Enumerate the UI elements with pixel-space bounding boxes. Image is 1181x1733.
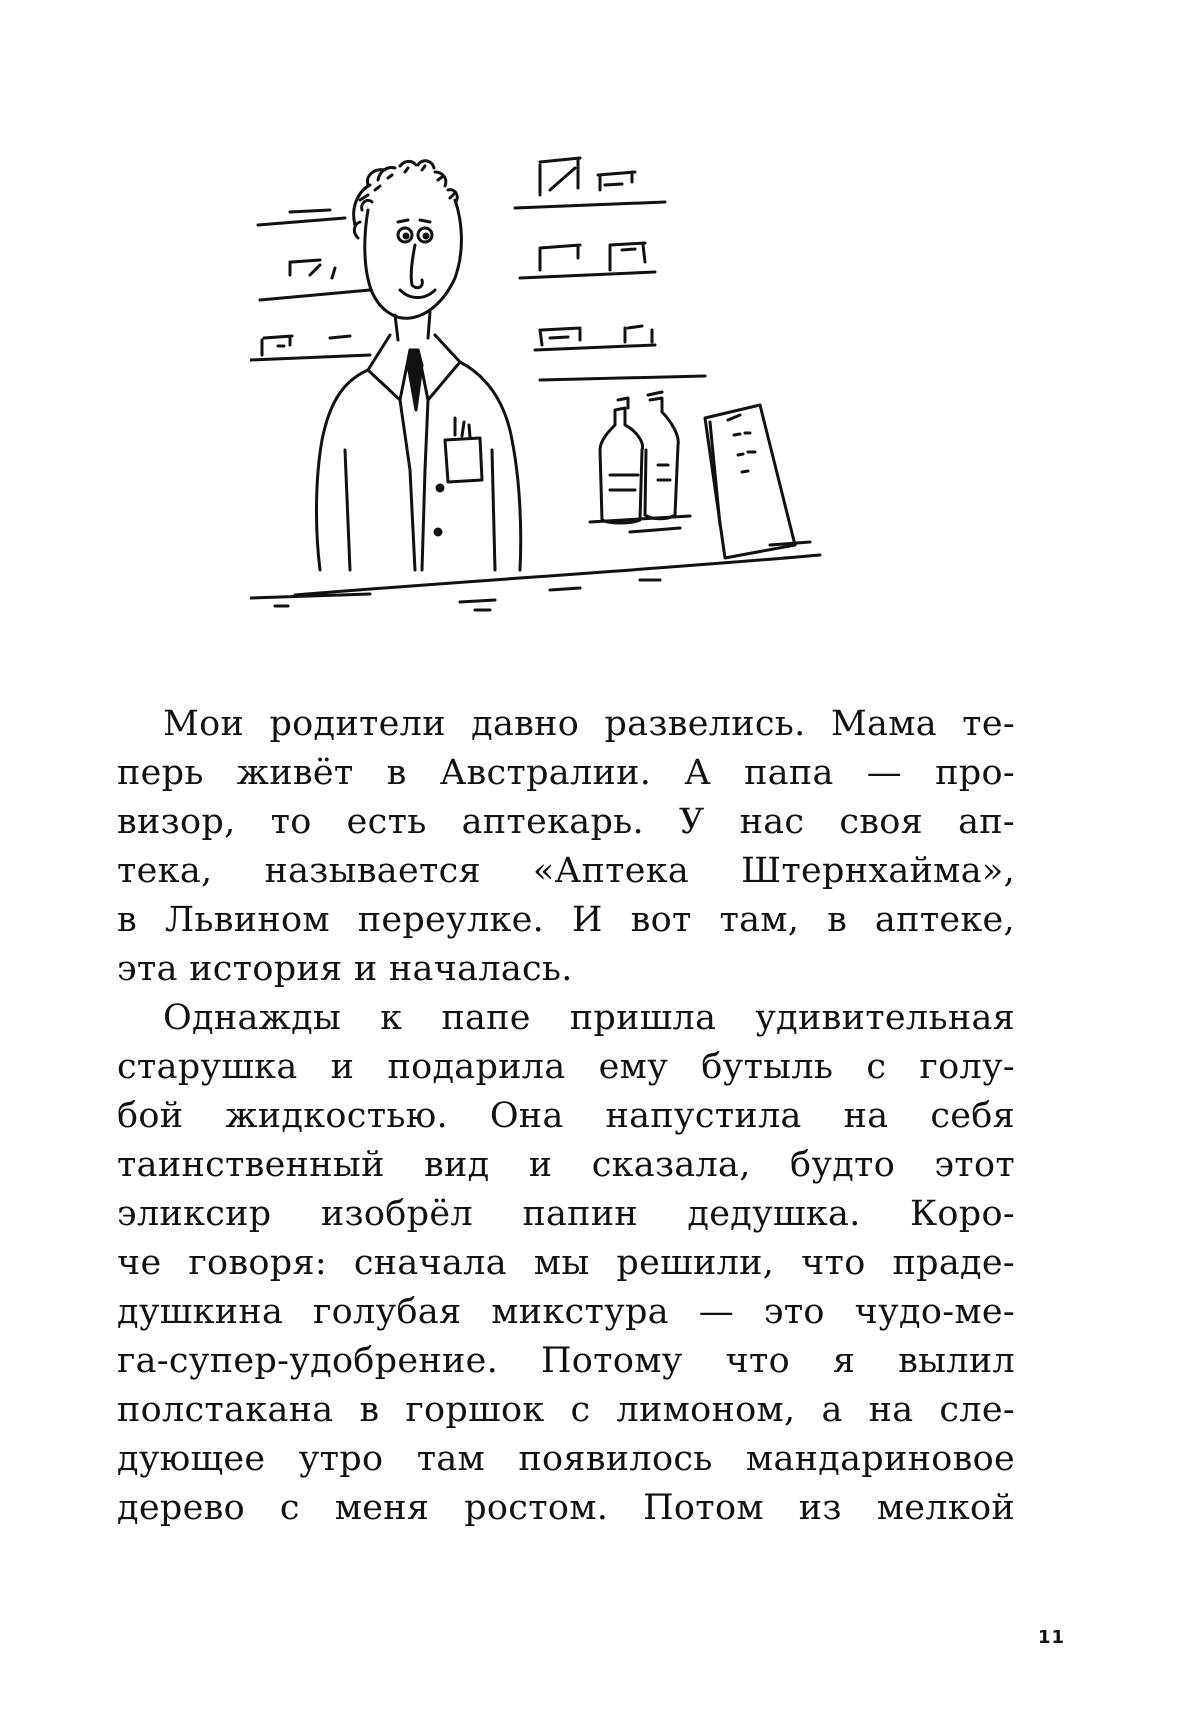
text-line: Мои родители давно развелись. Мама те- xyxy=(163,704,1015,744)
shelf-line xyxy=(535,345,655,350)
pharmacist-illustration xyxy=(250,150,870,680)
shelf-box xyxy=(598,172,635,190)
paragraph-2 xyxy=(117,994,1015,1533)
text-line: визор, то есть аптекарь. У нас своя ап- xyxy=(117,802,1015,842)
bottle-details xyxy=(648,392,670,480)
text-line: перь живёт в Австралии. А папа — про- xyxy=(117,753,1015,793)
shelf-line xyxy=(250,355,370,360)
shelf-line xyxy=(290,210,330,212)
coat-pocket xyxy=(445,438,482,482)
coat-left-side xyxy=(316,370,368,570)
page-number: 11 xyxy=(1038,1627,1066,1648)
shelf-line xyxy=(260,290,370,300)
coat-arms xyxy=(345,450,495,570)
pharmacist-drawing xyxy=(250,150,870,680)
eyebrows xyxy=(398,220,430,222)
text-line: эликсир изобрёл папин дедушка. Коро- xyxy=(117,1194,1015,1234)
shelf-box xyxy=(625,326,652,342)
shelf-line xyxy=(520,272,655,278)
story-text xyxy=(117,700,1015,1533)
text-line: дующее утро там появилось мандариновое xyxy=(117,1439,1015,1479)
nose xyxy=(411,245,422,288)
shelf-box xyxy=(540,328,580,345)
counter-lines xyxy=(250,580,660,610)
text-line: тека, называется «Аптека Штернхайма», xyxy=(117,851,1015,891)
bottle-icon xyxy=(645,398,678,519)
right-pupil xyxy=(424,234,428,238)
price-sign-text xyxy=(734,433,755,472)
coat-front xyxy=(400,400,428,570)
text-line: Однажды к папе пришла удивительная xyxy=(163,998,1015,1038)
shelf-box xyxy=(540,158,580,195)
coat-right-side xyxy=(460,362,521,570)
shelf-box xyxy=(290,260,335,278)
price-sign-frame xyxy=(710,415,740,525)
shelf-line xyxy=(540,376,705,380)
shelf-box xyxy=(540,245,580,270)
shelf-line xyxy=(258,218,345,225)
coat-button xyxy=(437,485,443,491)
text-line: таинственный вид и сказала, будто этот xyxy=(117,1145,1015,1185)
text-line: эта история и началась. xyxy=(117,949,573,989)
text-line: полстакана в горшок с лимоном, а на сле- xyxy=(117,1390,1015,1430)
shelf-line xyxy=(515,202,665,208)
shelf-box xyxy=(262,336,350,355)
shelf-box xyxy=(610,243,645,270)
text-line: старушка и подарила ему бутыль с голу- xyxy=(117,1047,1015,1087)
coat-button xyxy=(435,529,441,535)
text-line: га-супер-удобрение. Потому что я вылил xyxy=(117,1341,1015,1381)
left-pupil xyxy=(404,234,408,238)
mouth-smile xyxy=(400,290,435,298)
text-line: че говоря: сначала мы решили, что праде- xyxy=(117,1243,1015,1283)
text-line: душкина голубая микстура — это чудо-ме- xyxy=(117,1292,1015,1332)
price-sign-icon xyxy=(705,405,795,558)
bottle-icon xyxy=(600,408,643,523)
text-line: бой жидкостью. Она напустила на себя xyxy=(117,1096,1015,1136)
paragraph-1 xyxy=(117,700,1015,994)
text-line: дерево с меня ростом. Потом из мелкой xyxy=(117,1488,1015,1528)
tie xyxy=(408,350,422,410)
pocket-pens xyxy=(455,418,470,437)
text-line: в Львином переулке. И вот там, в аптеке, xyxy=(117,900,1015,940)
